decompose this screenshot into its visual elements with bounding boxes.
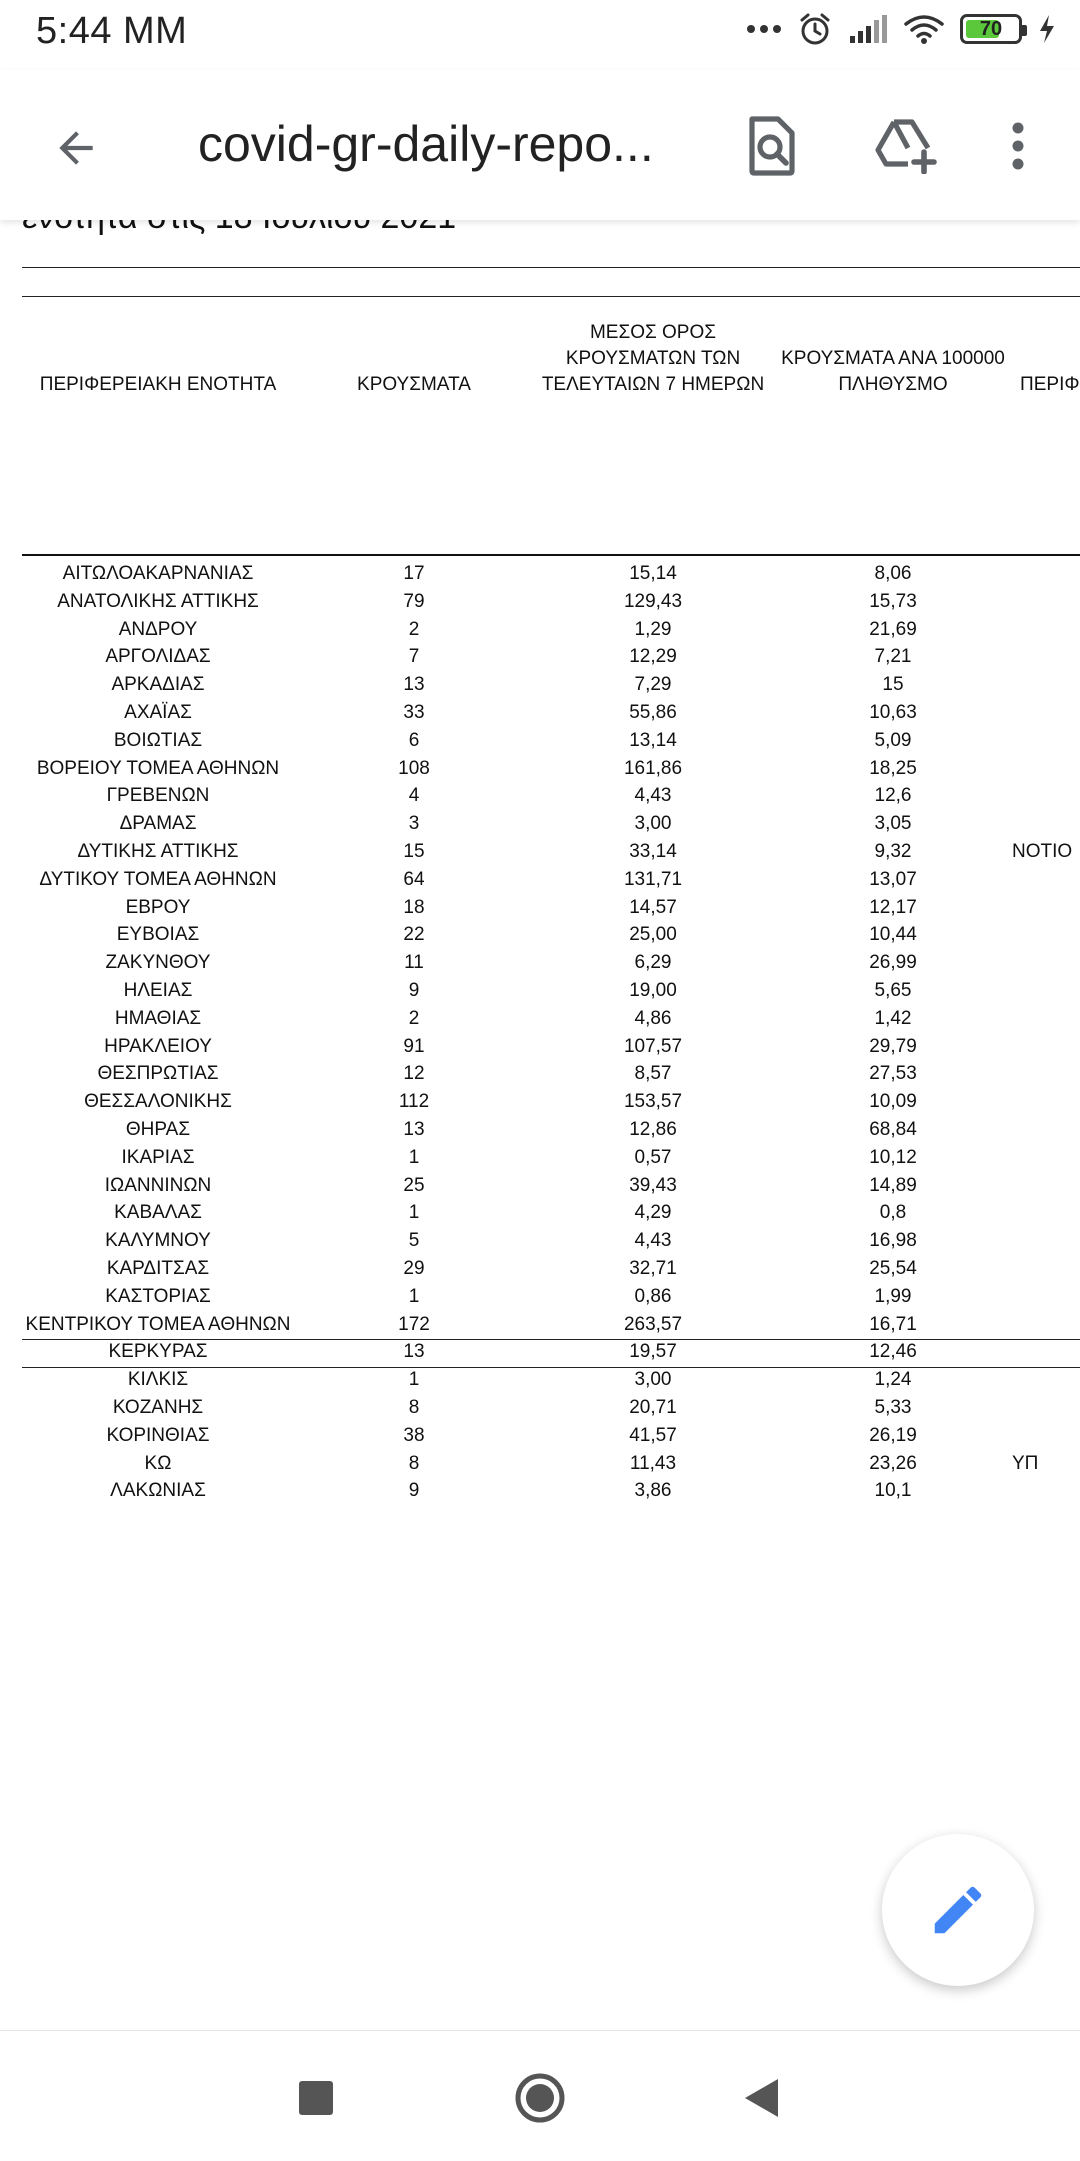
- cell-extra-cutoff: ΥΠ: [1012, 1452, 1039, 1474]
- cell-cases: 33: [403, 701, 425, 723]
- cell-per-100k: 5,65: [874, 979, 912, 1001]
- cell-avg-7days: 129,43: [623, 590, 683, 612]
- cell-per-100k: 9,32: [874, 840, 912, 862]
- alarm-icon: [798, 12, 832, 46]
- cell-extra-cutoff: ΝΟΤΙΟ: [1012, 840, 1073, 862]
- cell-avg-7days: 8,57: [634, 1063, 672, 1085]
- cell-region: ΖΑΚΥΝΘΟΥ: [105, 952, 211, 974]
- cell-region: ΕΒΡΟΥ: [125, 896, 191, 918]
- status-bar: [0, 0, 1080, 70]
- charging-icon: [1038, 14, 1056, 44]
- battery-cap: [1022, 25, 1027, 36]
- document-viewer[interactable]: [0, 160, 1080, 2040]
- recents-button[interactable]: [271, 2053, 361, 2143]
- cell-avg-7days: 4,86: [634, 1007, 672, 1029]
- cell-cases: 8: [408, 1396, 420, 1418]
- table-row: [0, 616, 1080, 644]
- table-row: [0, 755, 1080, 783]
- cell-cases: 2: [408, 1007, 420, 1029]
- cell-avg-7days: 1,29: [634, 618, 672, 640]
- table-row: [0, 643, 1080, 671]
- col-header-extra: ΠΕΡΙΦ: [1020, 374, 1080, 395]
- table-row: [0, 1477, 1080, 1505]
- cell-region: ΚΑΣΤΟΡΙΑΣ: [105, 1285, 211, 1307]
- cell-avg-7days: 19,00: [629, 979, 677, 1001]
- cell-region: ΑΝΑΤΟΛΙΚΗΣ ΑΤΤΙΚΗΣ: [57, 590, 259, 612]
- cell-cases: 79: [403, 590, 425, 612]
- cell-cases: 108: [398, 757, 430, 779]
- cell-avg-7days: 161,86: [623, 757, 683, 779]
- col-header-avg-line1: ΜΕΣΟΣ ΟΡΟΣ: [589, 322, 717, 343]
- col-header-avg-line3: ΤΕΛΕΥΤΑΙΩΝ 7 ΗΜΕΡΩΝ: [541, 374, 765, 395]
- document-title: covid-gr-daily-repo...: [198, 116, 654, 172]
- cell-avg-7days: 0,57: [634, 1146, 672, 1168]
- table-row: [0, 560, 1080, 588]
- table-bottom-rule: [22, 1339, 1080, 1340]
- cell-region: ΘΕΣΠΡΩΤΙΑΣ: [97, 1063, 219, 1085]
- table-row: [0, 1338, 1080, 1366]
- back-triangle-icon: [742, 2077, 780, 2119]
- cell-per-100k: 10,12: [869, 1146, 917, 1168]
- cell-avg-7days: 3,00: [634, 813, 672, 835]
- cell-cases: 29: [403, 1257, 425, 1279]
- cell-avg-7days: 12,29: [629, 646, 677, 668]
- table-row: [0, 1422, 1080, 1450]
- cell-cases: 12: [403, 1063, 425, 1085]
- cell-region: ΑΡΓΟΛΙΔΑΣ: [105, 646, 211, 668]
- more-notifications-icon: [746, 23, 782, 35]
- cell-region: ΚΑΛΥΜΝΟΥ: [105, 1230, 211, 1252]
- cell-avg-7days: 11,43: [629, 1452, 677, 1474]
- cell-cases: 25: [403, 1174, 425, 1196]
- cell-cases: 3: [408, 813, 420, 835]
- table-row: [0, 727, 1080, 755]
- edit-pencil-icon: [927, 1879, 989, 1941]
- cell-avg-7days: 19,57: [629, 1341, 677, 1363]
- cell-per-100k: 16,71: [869, 1313, 917, 1335]
- cell-per-100k: 1,42: [874, 1007, 912, 1029]
- cell-region: ΑΧΑΪΑΣ: [124, 701, 192, 723]
- cell-avg-7days: 3,86: [634, 1480, 672, 1502]
- cell-region: ΘΗΡΑΣ: [125, 1118, 191, 1140]
- cell-avg-7days: 14,57: [629, 896, 677, 918]
- table-row: [0, 1060, 1080, 1088]
- cell-per-100k: 12,6: [874, 785, 912, 807]
- cell-cases: 15: [403, 840, 425, 862]
- table-row: [0, 810, 1080, 838]
- table-row: [0, 949, 1080, 977]
- cell-cases: 64: [403, 868, 425, 890]
- cell-per-100k: 1,99: [874, 1285, 912, 1307]
- cell-avg-7days: 55,86: [629, 701, 677, 723]
- cell-region: ΚΟΡΙΝΘΙΑΣ: [106, 1424, 210, 1446]
- back-button[interactable]: [40, 112, 112, 184]
- cell-cases: 9: [408, 979, 420, 1001]
- cell-region: ΑΡΚΑΔΙΑΣ: [111, 674, 205, 696]
- table-row: [0, 1311, 1080, 1339]
- cell-region: ΔΥΤΙΚΗΣ ΑΤΤΙΚΗΣ: [77, 840, 239, 862]
- divider: [22, 296, 1080, 297]
- find-in-document-button[interactable]: [736, 110, 808, 182]
- table-row: [0, 1450, 1080, 1478]
- cell-avg-7days: 107,57: [623, 1035, 683, 1057]
- cell-region: ΚΟΖΑΝΗΣ: [112, 1396, 204, 1418]
- col-header-per100k-line2: ΠΛΗΘΥΣΜΟ: [838, 374, 948, 395]
- cell-cases: 1: [408, 1146, 420, 1168]
- cell-region: ΒΟΡΕΙΟΥ ΤΟΜΕΑ ΑΘΗΝΩΝ: [36, 757, 280, 779]
- recents-square-icon: [298, 2080, 334, 2116]
- cell-cases: 1: [408, 1285, 420, 1307]
- cell-cases: 9: [408, 1480, 420, 1502]
- cell-region: ΚΕΡΚΥΡΑΣ: [108, 1341, 208, 1363]
- cell-cases: 11: [404, 952, 424, 974]
- cell-per-100k: 15: [882, 674, 904, 696]
- cell-cases: 91: [403, 1035, 425, 1057]
- cell-per-100k: 10,09: [869, 1091, 917, 1113]
- system-nav-bar: [0, 2030, 1080, 2161]
- cell-avg-7days: 131,71: [623, 868, 683, 890]
- table-row: [0, 671, 1080, 699]
- cell-per-100k: 16,98: [869, 1230, 917, 1252]
- table-row: [0, 1116, 1080, 1144]
- table-row: [0, 1199, 1080, 1227]
- cell-cases: 1: [408, 1369, 420, 1391]
- add-to-drive-icon: [874, 118, 938, 174]
- cell-region: ΚΩ: [144, 1452, 172, 1474]
- cell-avg-7days: 4,29: [634, 1202, 672, 1224]
- cell-avg-7days: 15,14: [629, 563, 677, 584]
- cell-cases: 13: [403, 1118, 425, 1140]
- cell-per-100k: 8,06: [874, 563, 912, 584]
- cell-per-100k: 0,8: [879, 1202, 907, 1224]
- more-options-button[interactable]: [990, 110, 1046, 182]
- cell-per-100k: 12,17: [869, 896, 917, 918]
- more-vert-icon: [1011, 121, 1025, 171]
- cell-cases: 18: [403, 896, 425, 918]
- table-row: [0, 866, 1080, 894]
- divider: [22, 267, 1080, 268]
- table-row: [0, 921, 1080, 949]
- back-nav-button[interactable]: [716, 2053, 806, 2143]
- cell-cases: 172: [398, 1313, 430, 1335]
- table-row: [0, 977, 1080, 1005]
- cell-per-100k: 68,84: [869, 1118, 917, 1140]
- cell-avg-7days: 4,43: [634, 1230, 672, 1252]
- cell-cases: 6: [408, 729, 420, 751]
- cell-cases: 1: [408, 1202, 420, 1224]
- cell-avg-7days: 12,86: [629, 1118, 677, 1140]
- cell-region: ΑΝΔΡΟΥ: [118, 618, 198, 640]
- cell-avg-7days: 3,00: [634, 1369, 672, 1391]
- table-row: [0, 1255, 1080, 1283]
- cell-per-100k: 27,53: [869, 1063, 917, 1085]
- cell-region: ΛΑΚΩΝΙΑΣ: [110, 1480, 206, 1502]
- cell-cases: 112: [398, 1091, 430, 1113]
- cell-per-100k: 14,89: [869, 1174, 917, 1196]
- cell-region: ΗΡΑΚΛΕΙΟΥ: [104, 1035, 212, 1057]
- col-header-per100k-line1: ΚΡΟΥΣΜΑΤΑ ΑΝΑ 100000: [781, 348, 1005, 369]
- cell-cases: 13: [403, 1341, 425, 1363]
- status-time: 5:44 MM: [36, 10, 188, 52]
- cell-region: ΒΟΙΩΤΙΑΣ: [113, 729, 203, 751]
- table-row: [0, 699, 1080, 727]
- cell-cases: 2: [408, 618, 420, 640]
- table-row: [0, 1172, 1080, 1200]
- cell-avg-7days: 153,57: [623, 1091, 683, 1113]
- status-icons: [746, 12, 1056, 46]
- cell-avg-7days: 263,57: [623, 1313, 683, 1335]
- arrow-back-icon: [51, 123, 101, 173]
- cell-per-100k: 21,69: [869, 618, 917, 640]
- cell-per-100k: 5,33: [874, 1396, 912, 1418]
- cell-avg-7days: 41,57: [629, 1424, 677, 1446]
- cell-per-100k: 1,24: [874, 1369, 912, 1391]
- cell-region: ΔΥΤΙΚΟΥ ΤΟΜΕΑ ΑΘΗΝΩΝ: [39, 868, 277, 890]
- cell-cases: 22: [403, 924, 425, 946]
- cell-cases: 13: [403, 674, 425, 696]
- table-row: [0, 782, 1080, 810]
- cell-cases: 17: [403, 563, 425, 584]
- cell-avg-7days: 7,29: [634, 674, 672, 696]
- cell-avg-7days: 20,71: [629, 1396, 677, 1418]
- cell-per-100k: 18,25: [869, 757, 917, 779]
- home-circle-icon: [514, 2072, 566, 2124]
- edit-fab-button[interactable]: [882, 1834, 1034, 1986]
- cell-per-100k: 12,46: [869, 1341, 917, 1363]
- table-row: [0, 1033, 1080, 1061]
- table-row: [0, 894, 1080, 922]
- app-bar: [0, 70, 1080, 220]
- cell-per-100k: 10,44: [869, 924, 917, 946]
- wifi-icon: [904, 14, 944, 44]
- cell-per-100k: 10,63: [869, 701, 917, 723]
- signal-icon: [848, 14, 888, 44]
- cell-per-100k: 7,21: [874, 646, 912, 668]
- battery-icon: [960, 14, 1022, 44]
- table-row: [0, 1005, 1080, 1033]
- cell-per-100k: 23,26: [869, 1452, 917, 1474]
- find-in-page-icon: [744, 115, 800, 177]
- cell-region: ΚΙΛΚΙΣ: [127, 1369, 189, 1391]
- cell-region: ΚΑΒΑΛΑΣ: [114, 1202, 202, 1224]
- table-row: [0, 588, 1080, 616]
- cell-cases: 8: [408, 1452, 420, 1474]
- cell-per-100k: 15,73: [869, 590, 917, 612]
- table-body: [0, 560, 1080, 1505]
- cell-avg-7days: 6,29: [634, 952, 672, 974]
- cell-region: ΘΕΣΣΑΛΟΝΙΚΗΣ: [84, 1091, 232, 1113]
- cell-per-100k: 5,09: [874, 729, 912, 751]
- cell-per-100k: 10,1: [874, 1480, 912, 1502]
- col-header-region: ΠΕΡΙΦΕΡΕΙΑΚΗ ΕΝΟΤΗΤΑ: [39, 374, 277, 395]
- cell-avg-7days: 33,14: [629, 840, 677, 862]
- cell-per-100k: 29,79: [869, 1035, 917, 1057]
- table-row: [0, 1088, 1080, 1116]
- cell-avg-7days: 0,86: [634, 1285, 672, 1307]
- cell-avg-7days: 32,71: [629, 1257, 677, 1279]
- add-to-drive-button[interactable]: [866, 110, 946, 182]
- table-row: [0, 838, 1080, 866]
- divider: [22, 1367, 1080, 1368]
- cell-region: ΗΜΑΘΙΑΣ: [114, 1007, 202, 1029]
- table-row: [0, 1394, 1080, 1422]
- cell-region: ΙΩΑΝΝΙΝΩΝ: [104, 1174, 212, 1196]
- cell-region: ΓΡΕΒΕΝΩΝ: [106, 785, 210, 807]
- table-row: [0, 1283, 1080, 1311]
- col-header-cases: ΚΡΟΥΣΜΑΤΑ: [357, 374, 471, 395]
- cell-region: ΙΚΑΡΙΑΣ: [121, 1146, 195, 1168]
- header-rule: [22, 554, 1080, 556]
- cell-cases: 5: [408, 1230, 420, 1252]
- cell-avg-7days: 4,43: [634, 785, 672, 807]
- table-row: [0, 1227, 1080, 1255]
- cell-region: ΕΥΒΟΙΑΣ: [116, 924, 200, 946]
- table-row: [0, 1144, 1080, 1172]
- cell-region: ΔΡΑΜΑΣ: [119, 813, 197, 835]
- cell-region: ΑΙΤΩΛΟΑΚΑΡΝΑΝΙΑΣ: [62, 563, 254, 584]
- cell-per-100k: 26,19: [869, 1424, 917, 1446]
- cell-avg-7days: 13,14: [629, 729, 677, 751]
- table-row: [0, 1366, 1080, 1394]
- cell-cases: 7: [408, 646, 420, 668]
- cell-cases: 38: [403, 1424, 425, 1446]
- cell-per-100k: 26,99: [869, 952, 917, 974]
- cell-per-100k: 25,54: [869, 1257, 917, 1279]
- cell-region: ΚΑΡΔΙΤΣΑΣ: [106, 1257, 210, 1279]
- cell-avg-7days: 25,00: [629, 924, 677, 946]
- cell-per-100k: 3,05: [874, 813, 912, 835]
- cell-cases: 4: [408, 785, 420, 807]
- cell-region: ΚΕΝΤΡΙΚΟΥ ΤΟΜΕΑ ΑΘΗΝΩΝ: [25, 1313, 291, 1335]
- home-button[interactable]: [495, 2053, 585, 2143]
- cell-avg-7days: 39,43: [629, 1174, 677, 1196]
- cell-region: ΗΛΕΙΑΣ: [123, 979, 193, 1001]
- cell-per-100k: 13,07: [869, 868, 917, 890]
- col-header-avg-line2: ΚΡΟΥΣΜΑΤΩΝ ΤΩΝ: [565, 348, 741, 369]
- battery-level-text: 70: [979, 18, 1003, 40]
